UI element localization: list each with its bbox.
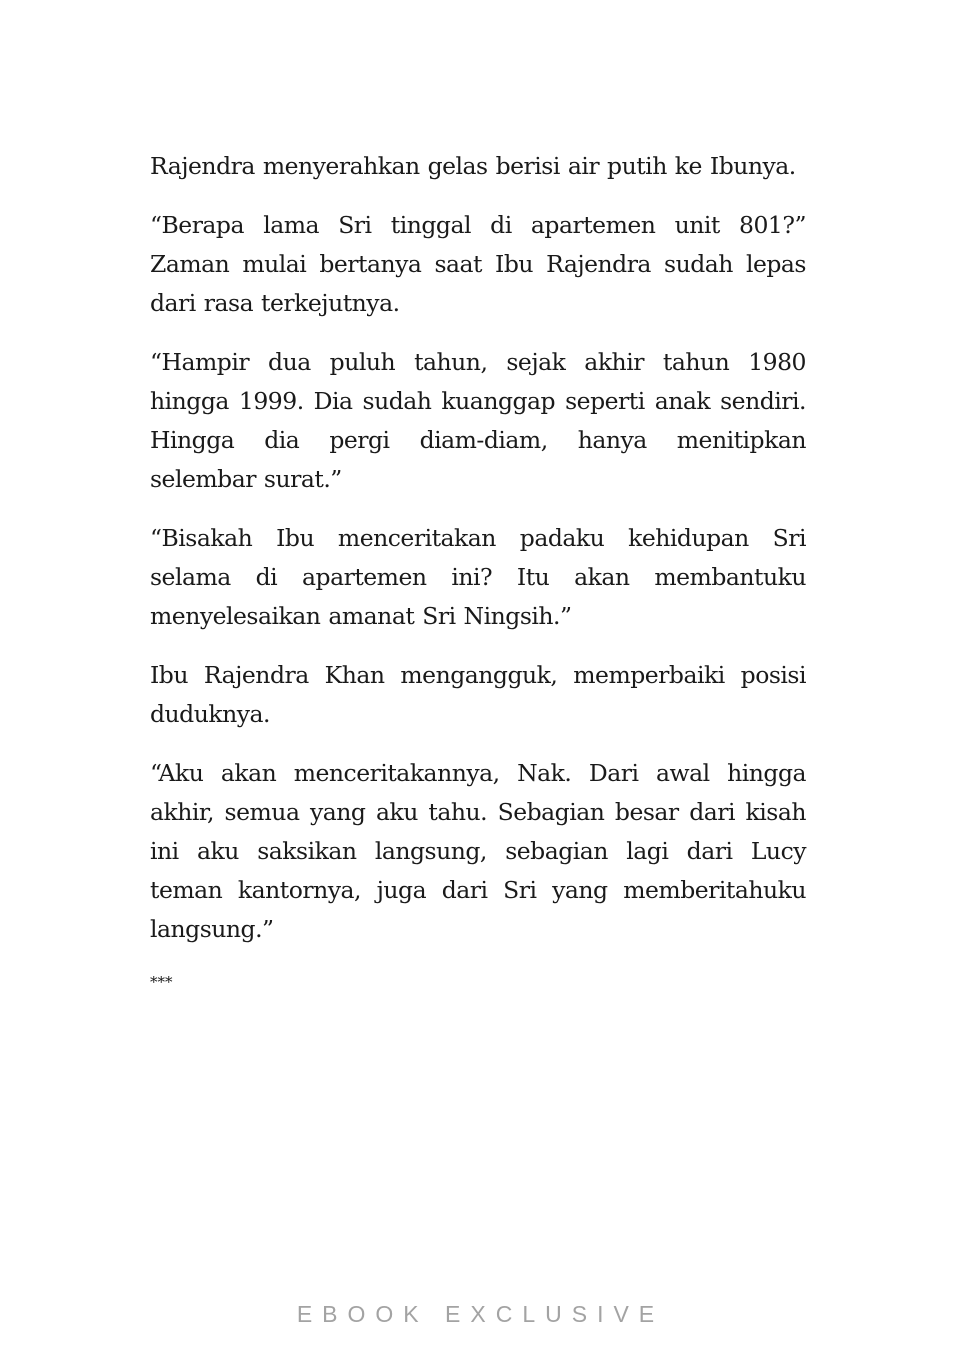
scene-break: ***: [150, 973, 173, 991]
footer-label: EBOOK EXCLUSIVE: [296, 1301, 665, 1327]
paragraph-6: “Aku akan menceritakannya, Nak. Dari awal hingga akhir, semua yang aku tahu. Sebagian besar dari kisah ini aku saksikan langsung, sebagian lagi dari Lucy teman kantornya, juga dari Sri yang memberitahuku langsung.”: [150, 759, 806, 943]
paragraph-5: Ibu Rajendra Khan mengangguk, memperbaiki posisi duduknya.: [150, 661, 806, 728]
paragraph-1: Rajendra menyerahkan gelas berisi air putih ke Ibunya.: [150, 152, 796, 180]
page-body-text: [150, 147, 806, 993]
paragraph-2: “Berapa lama Sri tinggal di apartemen unit 801?” Zaman mulai bertanya saat Ibu Rajendra sudah lepas dari rasa terkejutnya.: [150, 211, 806, 317]
paragraph-4: “Bisakah Ibu menceritakan padaku kehidupan Sri selama di apartemen ini? Itu akan membantuku menyelesaikan amanat Sri Ningsih.”: [150, 524, 806, 630]
paragraph-3: “Hampir dua puluh tahun, sejak akhir tahun 1980 hingga 1999. Dia sudah kuanggap seperti anak sendiri. Hingga dia pergi diam-diam, hanya menitipkan selembar surat.”: [150, 348, 806, 493]
